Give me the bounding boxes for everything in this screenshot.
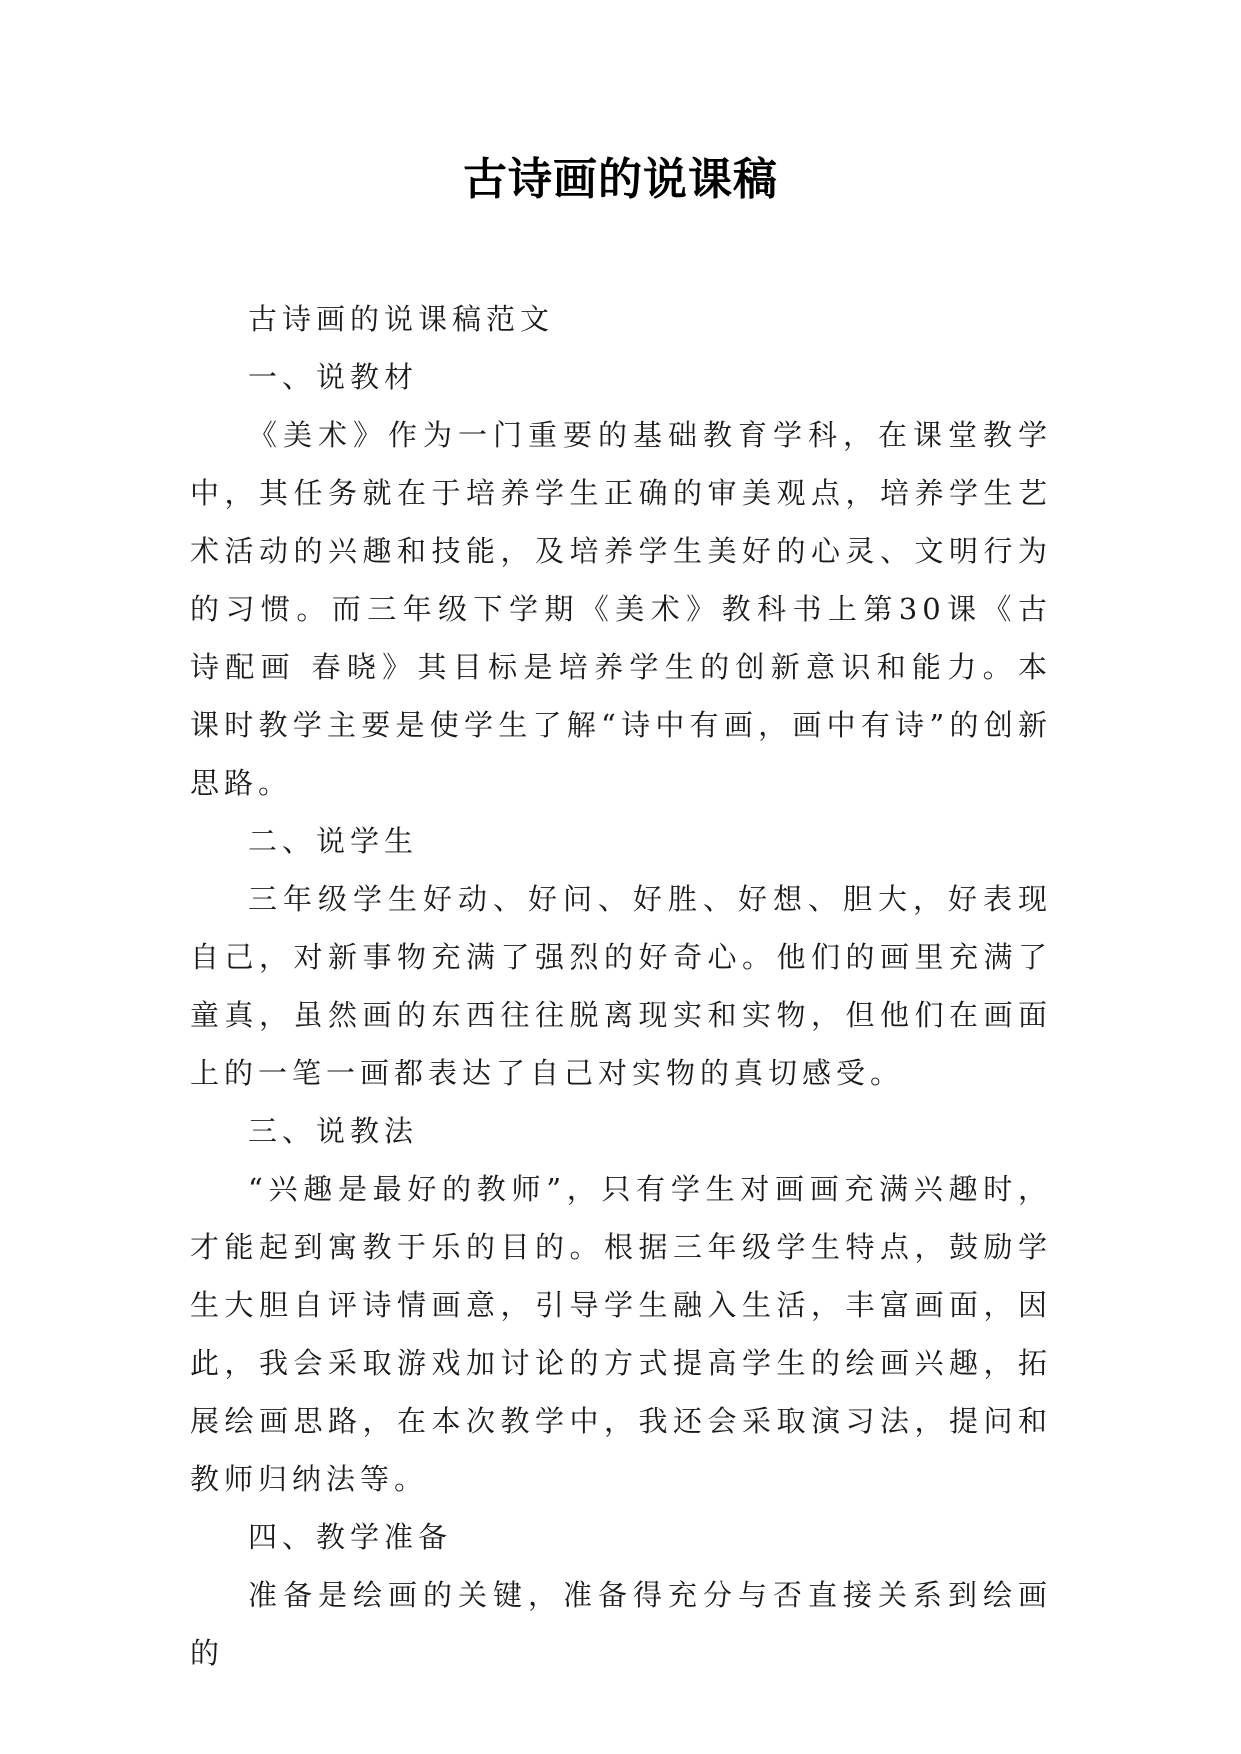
paragraph-preparation: 准备是绘画的关键，准备得充分与否直接关系到绘画的 [190, 1578, 1052, 1670]
section-heading-methods: 三、说教法 [248, 1114, 419, 1148]
paragraph-methods: “兴趣是最好的教师”，只有学生对画画充满兴趣时，才能起到寓教于乐的目的。根据三年级学生特点，鼓励学生大胆自评诗情画意，引导学生融入生活，丰富画面，因此，我会采取游戏加讨论的方式提高学生的绘画兴趣，拓展绘画思路，在本次教学中，我还会采取演习法，提问和教师归纳法等。 [190, 1172, 1052, 1496]
paragraph-textbook: 《美术》作为一门重要的基础教育学科，在课堂教学中，其任务就在于培养学生正确的审美观点，培养学生艺术活动的兴趣和技能，及培养学生美好的心灵、文明行为的习惯。而三年级下学期《美术》教科书上第30课《古诗配画 春晓》其目标是培养学生的创新意识和能力。本课时教学主要是使学生了解“诗中有画，画中有诗”的创新思路。 [190, 418, 1052, 800]
section-heading-textbook: 一、说教材 [248, 360, 419, 394]
section-heading-students: 二、说学生 [248, 824, 419, 858]
section-heading-preparation: 四、教学准备 [248, 1520, 453, 1554]
paragraph-subtitle: 古诗画的说课稿范文 [248, 302, 555, 336]
document-body [190, 290, 1052, 1682]
document-title: 古诗画的说课稿 [463, 154, 778, 205]
paragraph-students: 三年级学生好动、好问、好胜、好想、胆大，好表现自己，对新事物充满了强烈的好奇心。他们的画里充满了童真，虽然画的东西往往脱离现实和实物，但他们在画面上的一笔一画都表达了自己对实物的真切感受。 [190, 882, 1052, 1090]
